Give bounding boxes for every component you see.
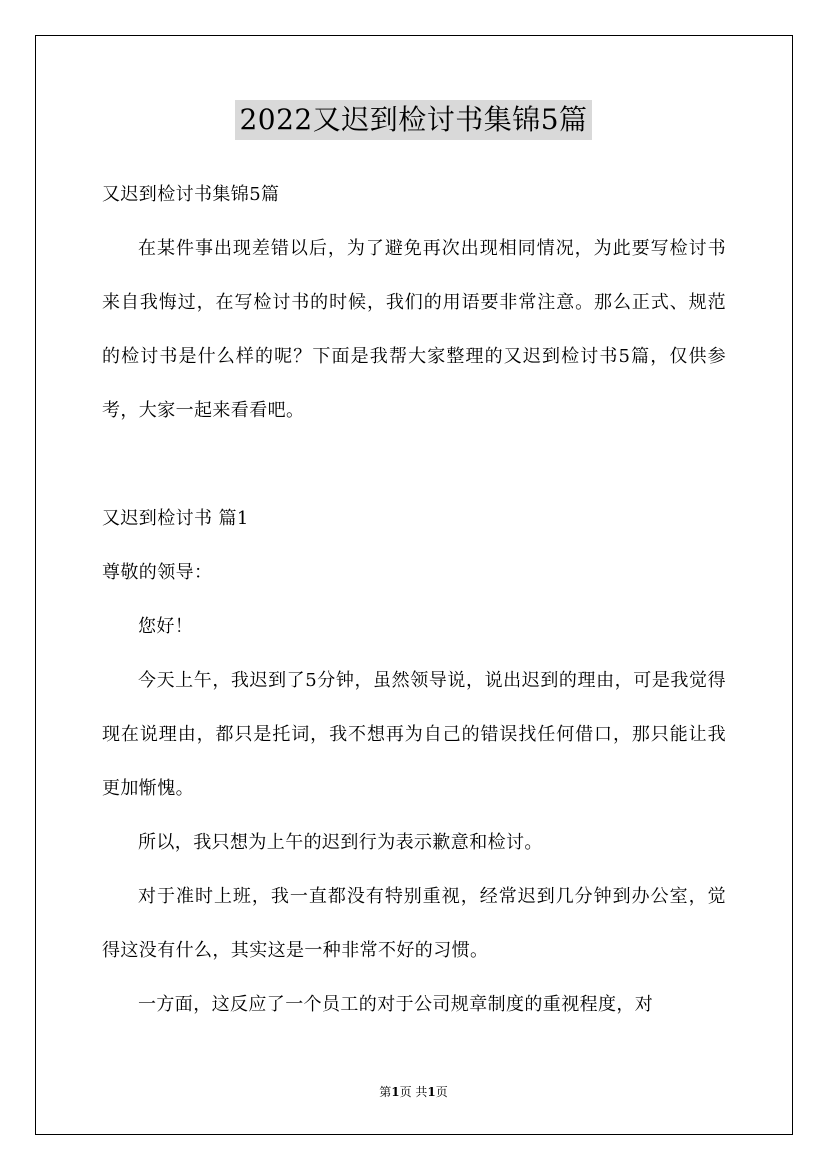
section-gap bbox=[102, 438, 726, 492]
body-paragraph: 今天上午，我迟到了5分钟，虽然领导说，说出迟到的理由，可是我觉得现在说理由，都只是托词，我不想再为自己的错误找任何借口，那只能让我更加惭愧。 bbox=[102, 670, 726, 799]
body-paragraph: 对于准时上班，我一直都没有特别重视，经常迟到几分钟到办公室，觉得这没有什么，其实这是一种非常不好的习惯。 bbox=[102, 886, 726, 961]
page-footer bbox=[0, 1084, 827, 1100]
document-title-text: 2022又迟到检讨书集锦5篇 bbox=[235, 100, 591, 140]
page-mid: 页 共 bbox=[399, 1085, 428, 1099]
salutation-paragraph: 尊敬的领导： bbox=[102, 562, 213, 583]
page-suffix: 页 bbox=[435, 1085, 448, 1099]
greeting-paragraph: 您好！ bbox=[138, 616, 194, 637]
body-paragraph: 所以，我只想为上午的迟到行为表示歉意和检讨。 bbox=[138, 832, 543, 853]
subtitle-paragraph: 又迟到检讨书集锦5篇 bbox=[102, 184, 280, 205]
intro-paragraph: 在某件事出现差错以后，为了避免再次出现相同情况，为此要写检讨书来自我悔过，在写检讨书的时候，我们的用语要非常注意。那么正式、规范的检讨书是什么样的呢？下面是我帮大家整理的又迟到检讨书5篇，仅供参考，大家一起来看看吧。 bbox=[102, 238, 726, 421]
section-heading: 又迟到检讨书 篇1 bbox=[102, 508, 249, 529]
document-body bbox=[102, 168, 726, 1032]
body-paragraph: 一方面，这反应了一个员工的对于公司规章制度的重视程度，对 bbox=[138, 994, 654, 1015]
document-title bbox=[0, 100, 827, 140]
page-total-number: 1 bbox=[427, 1085, 436, 1099]
page-prefix: 第 bbox=[379, 1085, 392, 1099]
page-current-number: 1 bbox=[391, 1085, 400, 1099]
